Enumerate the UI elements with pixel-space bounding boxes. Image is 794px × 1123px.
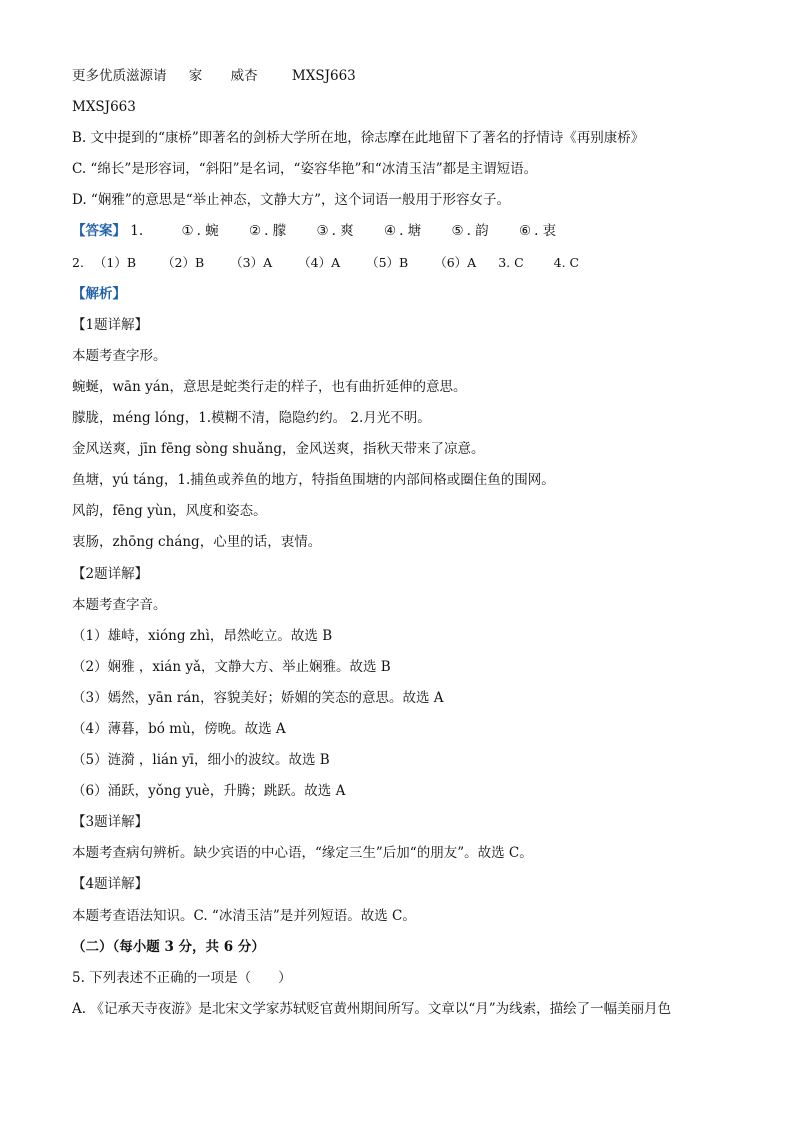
analysis-line: 本题考查字形。	[72, 347, 167, 364]
answer-q1-item	[519, 219, 556, 243]
answer-q1-mark: ②	[248, 223, 262, 240]
analysis-line: 本题考查病句辨析。缺少宾语的中心语，“缘定三生”后加“的朋友”。故选 C。	[72, 845, 533, 862]
analysis-line: 衷肠，zhōng cháng，心里的话，衷情。	[72, 534, 322, 551]
answer-line-2	[72, 251, 734, 282]
analysis-line: 朦胧，méng lóng，1.模糊不清，隐隐约约。 2.月光不明。	[72, 410, 431, 427]
analysis-line: （3）嫣然，yān rán，容貌美好；娇媚的笑态的意思。故选 A	[72, 689, 444, 706]
answer-q1-item	[249, 219, 286, 243]
analysis-line: （5）涟漪 ，lián yī，细小的波纹。故选 B	[72, 752, 330, 769]
answer-q2-item: （6）A	[434, 254, 477, 270]
answer-q1-item	[316, 219, 353, 243]
answer-line-1	[72, 219, 734, 250]
answer-q1-text: . 蜿	[196, 223, 219, 240]
answer-q4: 4. C	[553, 254, 580, 270]
header-text-3: 威杏	[230, 68, 258, 84]
answer-q2-item: （4）A	[298, 254, 341, 270]
answer-q1-text: . 朦	[264, 223, 287, 240]
answer-q1-text: . 韵	[466, 223, 489, 240]
analysis-line: 鱼塘，yú táng，1.捕鱼或养鱼的地方，特指鱼围塘的内部间格或圈住鱼的围网。	[72, 472, 555, 489]
analysis-label: 【解析】	[72, 285, 126, 302]
answer-q1-text: . 衷	[534, 223, 557, 240]
header-text-2: 家	[188, 68, 203, 84]
header-text-4: MXSJ663	[291, 68, 356, 84]
analysis-label-line	[72, 282, 734, 313]
analysis-line: 金风送爽，jīn fēng sòng shuǎng，金风送爽，指秋天带来了凉意。	[72, 441, 485, 458]
answer-q1-item	[384, 219, 421, 243]
analysis-line: （4）薄暮，bó mù，傍晚。故选 A	[72, 720, 286, 737]
answer-q1-mark: ③	[316, 223, 329, 240]
answer-q1-text: . 塘	[399, 223, 422, 240]
answer-q1-mark: ①	[181, 223, 194, 240]
answer-q1-mark: ⑥	[518, 223, 532, 240]
answer-q2-item: （3）A	[230, 254, 273, 270]
answer-label: 【答案】	[72, 223, 126, 240]
answer-q1-item	[181, 219, 218, 243]
analysis-line: 本题考查语法知识。C. “冰清玉洁”是并列短语。故选 C。	[72, 907, 416, 924]
analysis-line: 【1题详解】	[72, 316, 149, 333]
answer-q2-number: 2.	[72, 254, 84, 270]
question-5-option-a: A. 《记承天寺夜游》是北宋文学家苏轼贬官黄州期间所写。文章以“月”为线索，描绘了一幅美丽月色	[72, 1000, 672, 1017]
section-heading: （二）（每小题 3 分，共 6 分）	[72, 938, 265, 955]
analysis-line: 【3题详解】	[72, 814, 149, 831]
analysis-line: （1）雄峙，xióng zhì，昂然屹立。故选 B	[72, 627, 333, 644]
option-d: D. “娴雅”的意思是“举止神态，文静大方”，这个词语一般用于形容女子。	[72, 192, 511, 209]
analysis-line: （6）涌跃，yǒng yuè，升腾；跳跃。故选 A	[72, 783, 346, 800]
answer-q1-text: . 爽	[331, 223, 354, 240]
analysis-line: 本题考查字音。	[72, 596, 167, 613]
answer-q1-mark: ④	[383, 223, 397, 240]
answer-q2-item: （5）B	[366, 254, 409, 270]
answer-q1-item	[451, 219, 488, 243]
analysis-line: 蜿蜒，wān yán，意思是蛇类行走的样子，也有曲折延伸的意思。	[72, 378, 467, 395]
option-b: B. 文中提到的“康桥”即著名的剑桥大学所在地，徐志摩在此地留下了著名的抒情诗《再别康桥》	[72, 130, 645, 147]
analysis-line: （2）娴雅 ，xián yǎ，文静大方、举止娴雅。故选 B	[72, 658, 391, 675]
analysis-line: 【2题详解】	[72, 565, 149, 582]
analysis-line: 风韵，fēng yùn，风度和姿态。	[72, 503, 267, 520]
option-c: C. “绵长”是形容词，“斜阳”是名词，“姿容华艳”和“冰清玉洁”都是主谓短语。	[72, 161, 538, 178]
answer-q3: 3. C	[498, 254, 524, 270]
answer-q1-mark: ⑤	[451, 223, 464, 240]
answer-q1-number: 1.	[130, 223, 144, 240]
header-line-2: MXSJ663	[72, 99, 136, 116]
analysis-line: 【4题详解】	[72, 876, 149, 893]
header-text-1: 更多优质滋源请	[72, 68, 167, 84]
question-5: 5. 下列表述不正确的一项是（ ）	[72, 969, 292, 986]
header-line-1	[72, 64, 734, 95]
answer-q2-item: （1）B	[93, 254, 137, 270]
answer-q2-item: （2）B	[162, 254, 205, 270]
